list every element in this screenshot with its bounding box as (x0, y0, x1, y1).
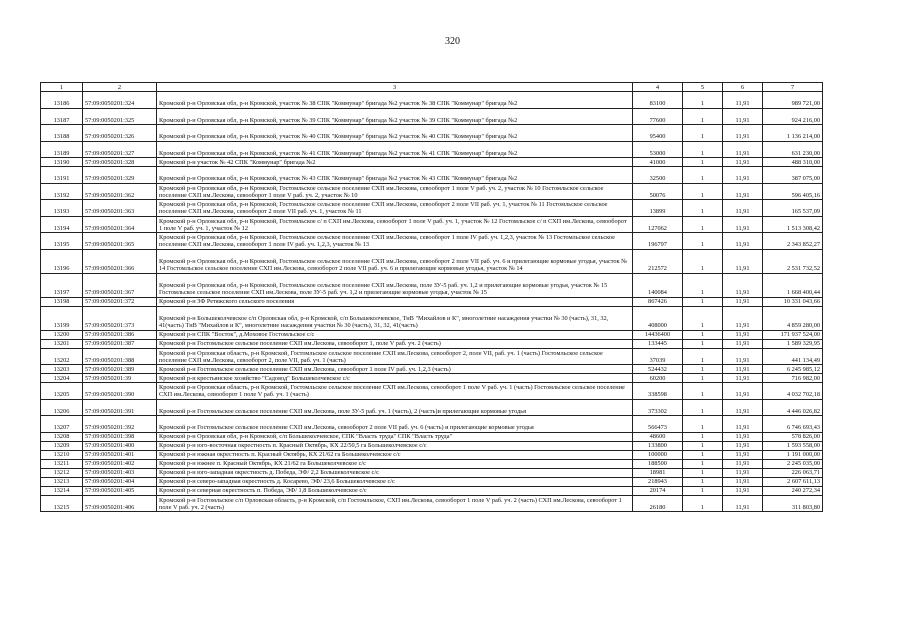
area-value: 524432 (633, 365, 683, 374)
row-number: 13210 (41, 450, 83, 459)
table-row (41, 273, 823, 297)
cadastral-value: 171 937 524,00 (763, 330, 823, 339)
location-description: Кромской р-н СПК "Восток", д.Моховое Гостомльское с/с (157, 330, 633, 339)
rate-value: 11,91 (723, 477, 763, 486)
row-number: 13211 (41, 459, 83, 468)
cadastral-number: 57:09:0050201:388 (83, 348, 157, 365)
row-number: 13197 (41, 273, 83, 297)
col-header-3: 3 (157, 83, 633, 92)
cadastral-number: 57:09:0050201:362 (83, 183, 157, 200)
location-description: Кромской р-н Большеколчевское с/п Орловская обл, р-н Кромской, с/п Большеколчевское, ТнВ "Михайлов и К", многолетние насаждения участки № 30 (часть), 31, 32, 41(часть) ТнВ "Михайлов и К", многолетние насаждения участки № 30 (часть), 31, 32, 41(часть) (157, 306, 633, 330)
rate-value: 11,91 (723, 249, 763, 273)
col5-value: 1 (683, 348, 723, 365)
location-description: Кромской р-н Гостомльское сельское поселение СХП им.Лескова, поле ЗУ-5 раб. уч. 1 (часть), 2 (часть)и прилегающие кормовые угодья (157, 399, 633, 416)
col5-value: 1 (683, 432, 723, 441)
area-value: 83100 (633, 92, 683, 109)
row-number: 13191 (41, 167, 83, 184)
table-row (41, 141, 823, 158)
area-value: 140084 (633, 273, 683, 297)
col5-value: 1 (683, 200, 723, 217)
rate-value: 11,91 (723, 486, 763, 495)
row-number: 13192 (41, 183, 83, 200)
row-number: 13193 (41, 200, 83, 217)
table-row (41, 158, 823, 167)
table-row (41, 459, 823, 468)
cadastral-value: 989 721,00 (763, 92, 823, 109)
row-number: 13198 (41, 297, 83, 306)
col5-value: 1 (683, 216, 723, 233)
cadastral-value: 716 982,00 (763, 374, 823, 383)
rate-value: 11,91 (723, 141, 763, 158)
col5-value: 1 (683, 383, 723, 400)
col5-value: 1 (683, 249, 723, 273)
cadastral-value: 165 537,09 (763, 200, 823, 217)
area-value: 18981 (633, 468, 683, 477)
row-number: 13205 (41, 383, 83, 400)
area-value: 95400 (633, 125, 683, 142)
cadastral-number: 57:09:0050201:366 (83, 249, 157, 273)
cadastral-value: 226 063,71 (763, 468, 823, 477)
cadastral-number: 57:09:0050201:329 (83, 167, 157, 184)
location-description: Кромской р-н южная окрестность п. Красный Октябрь, КХ 21/62 га Большеколчевское с/с (157, 450, 633, 459)
col5-value: 1 (683, 441, 723, 450)
cadastral-value: 1 191 000,00 (763, 450, 823, 459)
cadastral-value: 631 230,00 (763, 141, 823, 158)
row-number: 13206 (41, 399, 83, 416)
area-value: 338598 (633, 383, 683, 400)
col-header-2: 2 (83, 83, 157, 92)
rate-value: 11,91 (723, 339, 763, 348)
col5-value: 1 (683, 167, 723, 184)
row-number: 13202 (41, 348, 83, 365)
cadastral-value: 1 513 308,42 (763, 216, 823, 233)
location-description: Кромской р-н Орловская обл, р-н Кромской, Гостомльское сельское поселение СХП им.Лескова, севооборот 2 поле VII раб. уч. 1, участок № 11 Гостомльское сельское поселение СХП им.Лескова, севооборот 2 поле VII раб. уч. 1, участок № 11 (157, 200, 633, 217)
cadastral-value: 2 607 611,13 (763, 477, 823, 486)
col-header-7: 7 (763, 83, 823, 92)
page-number: 320 (445, 36, 460, 47)
col5-value: 1 (683, 477, 723, 486)
col-header-1: 1 (41, 83, 83, 92)
row-number: 13188 (41, 125, 83, 142)
area-value: 48600 (633, 432, 683, 441)
rate-value: 11,91 (723, 158, 763, 167)
area-value: 77600 (633, 108, 683, 125)
table-row (41, 306, 823, 330)
cadastral-number: 57:09:0050201:365 (83, 233, 157, 250)
rate-value: 11,91 (723, 383, 763, 400)
location-description: Кромской р-н Орловская обл, р-н Кромской, с/п Большеколчевское, СПК "Власть труда" СПК "Власть труда" (157, 432, 633, 441)
row-number: 13212 (41, 468, 83, 477)
cadastral-number: 57:09:0050201:372 (83, 297, 157, 306)
col5-value: 1 (683, 495, 723, 512)
location-description: Кромской р-н Орловская обл, р-н Кромской, Гостомльское сельское поселение СХП им.Лескова, поле ЗУ-5 раб. уч. 1,2 и прилегающие кормовые угодья, участок № 15 Гостомльское сельское поселение СХП им.Лескова, поле ЗУ-5 раб. уч. 1,2 и прилегающие кормовые угодья, участок № 15 (157, 273, 633, 297)
col5-value: 1 (683, 399, 723, 416)
table-row (41, 92, 823, 109)
cadastral-value: 10 331 043,66 (763, 297, 823, 306)
cadastral-number: 57:09:0050201:404 (83, 477, 157, 486)
location-description: Кромской р-н юго-восточная окрестность п. Красный Октябрь, КХ 22/50,5 га Большеколчевское с/с (157, 441, 633, 450)
area-value: 212572 (633, 249, 683, 273)
cadastral-number: 57:09:0050201:364 (83, 216, 157, 233)
table-row (41, 468, 823, 477)
cadastral-value: 240 272,34 (763, 486, 823, 495)
cadastral-value: 924 216,00 (763, 108, 823, 125)
table-row (41, 365, 823, 374)
col5-value: 1 (683, 374, 723, 383)
cadastral-value: 4 446 026,82 (763, 399, 823, 416)
rate-value: 11,91 (723, 459, 763, 468)
col5-value: 1 (683, 459, 723, 468)
col5-value: 1 (683, 306, 723, 330)
cadastral-number: 57:09:0050201:405 (83, 486, 157, 495)
cadastral-value: 6 245 985,12 (763, 365, 823, 374)
table-row (41, 441, 823, 450)
area-value: 867426 (633, 297, 683, 306)
location-description: Кромской р-н Орловская обл, р-н Кромской, участок № 43 СПК "Коммунар" бригада №2 участок № 43 СПК "Коммунар" бригада №2 (157, 167, 633, 184)
col5-value: 1 (683, 183, 723, 200)
area-value: 133800 (633, 441, 683, 450)
row-number: 13214 (41, 486, 83, 495)
table-row (41, 399, 823, 416)
row-number: 13215 (41, 495, 83, 512)
cadastral-value: 4 859 280,00 (763, 306, 823, 330)
cadastral-number: 57:09:0050201:373 (83, 306, 157, 330)
cadastral-number: 57:09:0050201:387 (83, 339, 157, 348)
row-number: 13203 (41, 365, 83, 374)
area-value: 14436400 (633, 330, 683, 339)
col5-value: 1 (683, 330, 723, 339)
cadastral-value: 2 531 732,52 (763, 249, 823, 273)
cadastral-number: 57:09:0050201:391 (83, 399, 157, 416)
cadastral-number: 57:09:0050201:367 (83, 273, 157, 297)
table-row (41, 450, 823, 459)
cadastral-number: 57:09:0050201:389 (83, 365, 157, 374)
area-value: 127062 (633, 216, 683, 233)
area-value: 373302 (633, 399, 683, 416)
area-value: 20174 (633, 486, 683, 495)
rate-value: 11,91 (723, 450, 763, 459)
table-row (41, 183, 823, 200)
area-value: 26180 (633, 495, 683, 512)
rate-value: 11,91 (723, 183, 763, 200)
rate-value: 11,91 (723, 273, 763, 297)
table-row (41, 432, 823, 441)
row-number: 13196 (41, 249, 83, 273)
table-row (41, 297, 823, 306)
rate-value: 11,91 (723, 92, 763, 109)
table-row (41, 330, 823, 339)
cadastral-number: 57:09:0050201:39 (83, 374, 157, 383)
area-value: 32500 (633, 167, 683, 184)
cadastral-number: 57:09:0050201:392 (83, 416, 157, 433)
cadastral-value: 2 343 852,27 (763, 233, 823, 250)
location-description: Кромской р-н Орловская обл, р-н Кромской, Гостомльское сельское поселение СХП им.Лескова, севооборот 2 поле VII раб. уч. 6 и прилегающие кормовые угодья, участок № 14 Гостомльское сельское поселение СХП им.Лескова, севооборот 2 поле VII раб. уч. 6 и прилегающие кормовые угодья, участок № 14 (157, 249, 633, 273)
col5-value: 1 (683, 158, 723, 167)
location-description: Кромской р-н Орловская обл, р-н Кромской, участок № 40 СПК "Коммунар" бригада №2 участок № 40 СПК "Коммунар" бригада №2 (157, 125, 633, 142)
col5-value: 1 (683, 141, 723, 158)
location-description: Кромской р-н Орловская обл, р-н Кромской, участок № 39 СПК "Коммунар" бригада №2 участок № 39 СПК "Коммунар" бригада №2 (157, 108, 633, 125)
table-row (41, 486, 823, 495)
cadastral-number: 57:09:0050201:324 (83, 92, 157, 109)
location-description: Кромской р-н Орловская обл, р-н Кромской, участок № 38 СПК "Коммунар" бригада №2 участок № 38 СПК "Коммунар" бригада №2 (157, 92, 633, 109)
cadastral-number: 57:09:0050201:386 (83, 330, 157, 339)
area-value: 60200 (633, 374, 683, 383)
row-number: 13209 (41, 441, 83, 450)
cadastral-number: 57:09:0050201:390 (83, 383, 157, 400)
rate-value: 11,91 (723, 365, 763, 374)
cadastral-value: 2 245 035,00 (763, 459, 823, 468)
cadastral-value: 1 668 400,44 (763, 273, 823, 297)
area-value: 100000 (633, 450, 683, 459)
location-description: Кромской р-н южнее п. Красный Октябрь, КХ 21/62 га Большеколчевское с/с (157, 459, 633, 468)
location-description: Кромской р-н ЗФ Ретяжского сельского поселения (157, 297, 633, 306)
area-value: 196797 (633, 233, 683, 250)
location-description: Кромской р-н Орловская обл, р-н Кромской, участок № 41 СПК "Коммунар" бригада №2 участок № 41 СПК "Коммунар" бригада №2 (157, 141, 633, 158)
table-header-row (41, 83, 823, 92)
cadastral-value: 311 803,80 (763, 495, 823, 512)
row-number: 13194 (41, 216, 83, 233)
rate-value: 11,91 (723, 374, 763, 383)
row-number: 13187 (41, 108, 83, 125)
table-row (41, 200, 823, 217)
row-number: 13195 (41, 233, 83, 250)
col5-value: 1 (683, 233, 723, 250)
table-row (41, 348, 823, 365)
location-description: Кромской р-н Гостомльское сельское поселение СХП им.Лескова, севооборот 1 поле IV раб. уч. 1,2,3 (часть) (157, 365, 633, 374)
location-description: Кромской р-н юго-западная окрестность д. Победа, ЭФ/ 2,2 Большеколчевское с/с (157, 468, 633, 477)
cadastral-value: 1 593 558,00 (763, 441, 823, 450)
rate-value: 11,91 (723, 416, 763, 433)
col5-value: 1 (683, 92, 723, 109)
area-value: 53000 (633, 141, 683, 158)
rate-value: 11,91 (723, 432, 763, 441)
col5-value: 1 (683, 125, 723, 142)
cadastral-value: 596 405,16 (763, 183, 823, 200)
cadastral-number: 57:09:0050201:400 (83, 441, 157, 450)
area-value: 566473 (633, 416, 683, 433)
row-number: 13201 (41, 339, 83, 348)
location-description: Кромской р-н участок № 42 СПК "Коммунар" бригада №2 (157, 158, 633, 167)
cadastral-number: 57:09:0050201:402 (83, 459, 157, 468)
cadastral-value: 578 826,00 (763, 432, 823, 441)
area-value: 188500 (633, 459, 683, 468)
cadastral-value: 488 310,00 (763, 158, 823, 167)
cadastral-number: 57:09:0050201:363 (83, 200, 157, 217)
location-description: Кромской р-н северо-западная окрестность д. Косарево, ЭФ/ 23,6 Большеколчевское с/с (157, 477, 633, 486)
table-row (41, 167, 823, 184)
rate-value: 11,91 (723, 167, 763, 184)
rate-value: 11,91 (723, 297, 763, 306)
row-number: 13213 (41, 477, 83, 486)
row-number: 13208 (41, 432, 83, 441)
row-number: 13204 (41, 374, 83, 383)
col5-value: 1 (683, 273, 723, 297)
col5-value: 1 (683, 297, 723, 306)
col-header-4: 4 (633, 83, 683, 92)
rate-value: 11,91 (723, 216, 763, 233)
area-value: 41000 (633, 158, 683, 167)
rate-value: 11,91 (723, 399, 763, 416)
rate-value: 11,91 (723, 348, 763, 365)
area-value: 133445 (633, 339, 683, 348)
register-table (40, 82, 823, 512)
table-row (41, 339, 823, 348)
col5-value: 1 (683, 450, 723, 459)
table-row (41, 374, 823, 383)
rate-value: 11,91 (723, 441, 763, 450)
rate-value: 11,91 (723, 125, 763, 142)
cadastral-number: 57:09:0050201:406 (83, 495, 157, 512)
col-header-6: 6 (723, 83, 763, 92)
rate-value: 11,91 (723, 108, 763, 125)
table-row (41, 383, 823, 400)
cadastral-value: 387 075,00 (763, 167, 823, 184)
rate-value: 11,91 (723, 306, 763, 330)
location-description: Кромской р-н крестьянское хозяйство "Садовод" Большеколчевское с/с (157, 374, 633, 383)
cadastral-number: 57:09:0050201:326 (83, 125, 157, 142)
rate-value: 11,91 (723, 200, 763, 217)
location-description: Кромской р-н Гостомльское с/п Орловская область, р-н Кромской, с/п Гостомльское, СХП им.Лескова, севооборот 1 поле V раб. уч. 2 (часть) СХП им.Лескова, севооборот 1 поле V раб. уч. 2 (часть) (157, 495, 633, 512)
table-row (41, 216, 823, 233)
location-description: Кромской р-н Орловская обл, р-н Кромской, Гостомльское сельское поселение СХП им.Лескова, севооборот 1 поле V раб. уч. 2, участок № 10 Гостомльское сельское поселение СХП им.Лескова, севооборот 1 поле V раб. уч. 2, участок № 10 (157, 183, 633, 200)
cadastral-number: 57:09:0050201:401 (83, 450, 157, 459)
table-row (41, 495, 823, 512)
row-number: 13190 (41, 158, 83, 167)
table-row (41, 125, 823, 142)
cadastral-number: 57:09:0050201:398 (83, 432, 157, 441)
area-value: 50076 (633, 183, 683, 200)
row-number: 13186 (41, 92, 83, 109)
cadastral-number: 57:09:0050201:325 (83, 108, 157, 125)
table-row (41, 249, 823, 273)
cadastral-number: 57:09:0050201:327 (83, 141, 157, 158)
area-value: 37039 (633, 348, 683, 365)
col5-value: 1 (683, 468, 723, 477)
rate-value: 11,91 (723, 330, 763, 339)
area-value: 13899 (633, 200, 683, 217)
table-row (41, 416, 823, 433)
area-value: 408000 (633, 306, 683, 330)
location-description: Кромской р-н северная окрестность п. Победа, ЭФ/ 1,8 Большеколчевское с/с (157, 486, 633, 495)
table-row (41, 233, 823, 250)
row-number: 13200 (41, 330, 83, 339)
location-description: Кромской р-н Орловская обл, р-н Кромской, Гостомльское с/ п СХП им.Лескова, севооборот 1 поле V раб. уч. 1, участок № 12 Гостомльское с/ п СХП им.Лескова, севооборот 1 поле V раб. уч. 1, участок № 12 (157, 216, 633, 233)
cadastral-value: 4 032 702,18 (763, 383, 823, 400)
location-description: Кромской р-н Орловская область, р-н Кромской, Гостомльское сельское поселение СХП им.Лескова, севооборот 2, поле VII, раб. уч. 1 (часть) Гостомльское сельское поселение СХП им.Лескова, севооборот 2, поле VII, раб. уч. 1 (часть) (157, 348, 633, 365)
col-header-5: 5 (683, 83, 723, 92)
row-number: 13199 (41, 306, 83, 330)
col5-value: 1 (683, 108, 723, 125)
row-number: 13207 (41, 416, 83, 433)
col5-value: 1 (683, 486, 723, 495)
cadastral-value: 1 589 329,95 (763, 339, 823, 348)
col5-value: 1 (683, 365, 723, 374)
col5-value: 1 (683, 339, 723, 348)
location-description: Кромской р-н Гостомльское сельское поселение СХП им.Лескова, севооборот 1, поле V раб. уч. 2 (часть) (157, 339, 633, 348)
location-description: Кромской р-н Орловская область, р-н Кромской, Гостомльское сельское поселение СХП им.Лескова, севооборот 1 поле V раб. уч. 1 (часть) Гостомльское сельское поселение СХП им.Лескова, севооборот 1 поле V раб. уч. 1 (часть) (157, 383, 633, 400)
table-row (41, 477, 823, 486)
col5-value: 1 (683, 416, 723, 433)
location-description: Кромской р-н Орловская обл, р-н Кромской, Гостомльское сельское поселение СХП им.Лескова, севооборот 1 поле IV раб. уч. 1,2,3, участок № 13 Гостомльское сельское поселение СХП им.Лескова, севооборот 1 поле IV раб. уч. 1,2,3, участок № 13 (157, 233, 633, 250)
rate-value: 11,91 (723, 468, 763, 477)
cadastral-number: 57:09:0050201:328 (83, 158, 157, 167)
row-number: 13189 (41, 141, 83, 158)
area-value: 218943 (633, 477, 683, 486)
cadastral-value: 441 134,49 (763, 348, 823, 365)
table-row (41, 108, 823, 125)
rate-value: 11,91 (723, 233, 763, 250)
cadastral-value: 6 746 693,43 (763, 416, 823, 433)
rate-value: 11,91 (723, 495, 763, 512)
location-description: Кромской р-н Гостомльское сельское поселение СХП им.Лескова, севооборот 2 поле VII раб. уч. 6 (часть) и прилегающие кормовые угодья (157, 416, 633, 433)
cadastral-value: 1 136 214,00 (763, 125, 823, 142)
cadastral-number: 57:09:0050201:403 (83, 468, 157, 477)
